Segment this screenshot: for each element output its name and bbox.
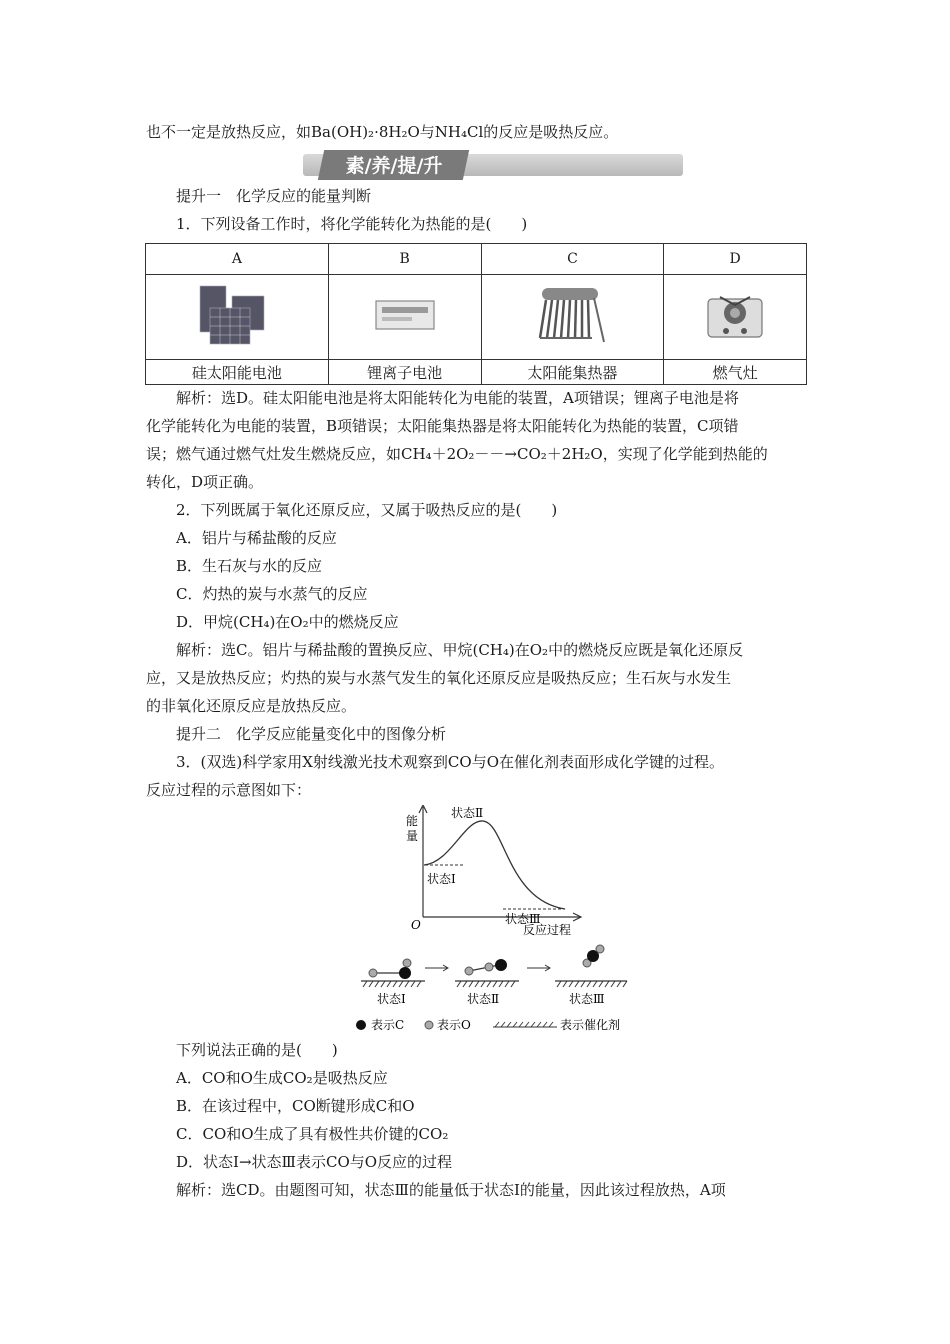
o-atom	[596, 945, 604, 953]
q1-analysis-line: 误；燃气通过燃气灶发生燃烧反应，如CH₄＋2O₂－－→CO₂＋2H₂O，实现了化学能到热能的	[146, 445, 768, 463]
state2-label: 状态Ⅱ	[451, 806, 484, 820]
o-atom	[485, 963, 493, 971]
c-atom	[495, 959, 507, 971]
gas-stove-icon	[664, 275, 807, 360]
q3-stem-line: 3．(双选)科学家用X射线激光技术观察到CO与O在催化剂表面形成化学键的过程。	[176, 753, 725, 771]
q1-stem: 1．下列设备工作时，将化学能转化为热能的是( )	[176, 215, 528, 233]
q3-question: 下列说法正确的是( )	[176, 1041, 338, 1059]
legend-o-dot	[425, 1021, 433, 1029]
catalyst-surface-1	[361, 981, 425, 987]
device-table	[145, 243, 807, 385]
legend-c-dot	[356, 1020, 366, 1030]
q2-option-d: D．甲烷(CH₄)在O₂中的燃烧反应	[176, 613, 399, 631]
legend-c: 表示C	[371, 1018, 405, 1032]
solar-panel-icon	[146, 275, 329, 360]
process-state3: 状态Ⅲ	[569, 992, 605, 1006]
q3-stem-line: 反应过程的示意图如下：	[146, 781, 312, 799]
label-b: 锂离子电池	[328, 360, 481, 385]
solar-water-heater-icon	[481, 275, 664, 360]
q1-analysis-line: 解析：选D。硅太阳能电池是将太阳能转化为电能的装置，A项错误；锂离子电池是将	[176, 389, 739, 407]
q3-option-c: C．CO和O生成了具有极性共价键的CO₂	[176, 1125, 449, 1143]
header-c: C	[481, 244, 664, 275]
legend-catalyst: 表示催化剂	[560, 1018, 621, 1032]
q2-analysis-line: 解析：选C。铝片与稀盐酸的置换反应、甲烷(CH₄)在O₂中的燃烧反应既是氧化还原反	[176, 641, 744, 659]
q3-option-a: A．CO和O生成CO₂是吸热反应	[176, 1069, 388, 1087]
label-d: 燃气灶	[664, 360, 807, 385]
catalyst-surface-2	[455, 981, 519, 987]
x-axis-label: 反应过程	[523, 923, 572, 937]
battery-icon	[328, 275, 481, 360]
section2-title: 提升二 化学反应能量变化中的图像分析	[176, 725, 447, 743]
state3-label: 状态Ⅲ	[505, 912, 541, 926]
y-axis-label-1: 能	[406, 814, 419, 828]
catalyst-surface-3	[555, 981, 627, 987]
q1-analysis-line: 转化，D项正确。	[146, 473, 264, 491]
y-axis-label-2: 量	[406, 829, 419, 843]
o-atom	[465, 967, 473, 975]
header-b: B	[328, 244, 481, 275]
q3-analysis: 解析：选CD。由题图可知，状态Ⅲ的能量低于状态Ⅰ的能量，因此该过程放热，A项	[176, 1181, 726, 1199]
c-atom	[399, 967, 411, 979]
q3-option-d: D．状态Ⅰ→状态Ⅲ表示CO与O反应的过程	[176, 1153, 453, 1171]
intro-line: 也不一定是放热反应，如Ba(OH)₂·8H₂O与NH₄Cl的反应是吸热反应。	[146, 123, 619, 141]
banner-title: 素/养/提/升	[345, 155, 443, 177]
state1-label: 状态Ⅰ	[427, 872, 456, 886]
q2-option-c: C．灼热的炭与水蒸气的反应	[176, 585, 368, 603]
q2-stem: 2．下列既属于氧化还原反应，又属于吸热反应的是( )	[176, 501, 558, 519]
o-atom	[369, 969, 377, 977]
q2-option-b: B．生石灰与水的反应	[176, 557, 323, 575]
q3-option-b: B．在该过程中，CO断键形成C和O	[176, 1097, 415, 1115]
header-d: D	[664, 244, 807, 275]
q2-option-a: A．铝片与稀盐酸的反应	[176, 529, 337, 547]
q2-analysis-line: 的非氧化还原反应是放热反应。	[146, 697, 357, 715]
q1-analysis-line: 化学能转化为电能的装置，B项错误；太阳能集热器是将太阳能转化为热能的装置，C项错	[146, 417, 739, 435]
legend-catalyst-hatch	[493, 1022, 557, 1027]
header-a: A	[146, 244, 329, 275]
process-state1: 状态Ⅰ	[377, 992, 406, 1006]
process-state2: 状态Ⅱ	[467, 992, 500, 1006]
legend-o: 表示O	[437, 1018, 471, 1032]
energy-diagram	[355, 805, 645, 1039]
o-atom	[403, 959, 411, 967]
section1-title: 提升一 化学反应的能量判断	[176, 187, 372, 205]
q2-analysis-line: 应，又是放热反应；灼热的炭与水蒸气发生的氧化还原反应是吸热反应；生石灰与水发生	[146, 669, 732, 687]
label-c: 太阳能集热器	[481, 360, 664, 385]
label-a: 硅太阳能电池	[146, 360, 329, 385]
origin-label: O	[411, 918, 421, 932]
